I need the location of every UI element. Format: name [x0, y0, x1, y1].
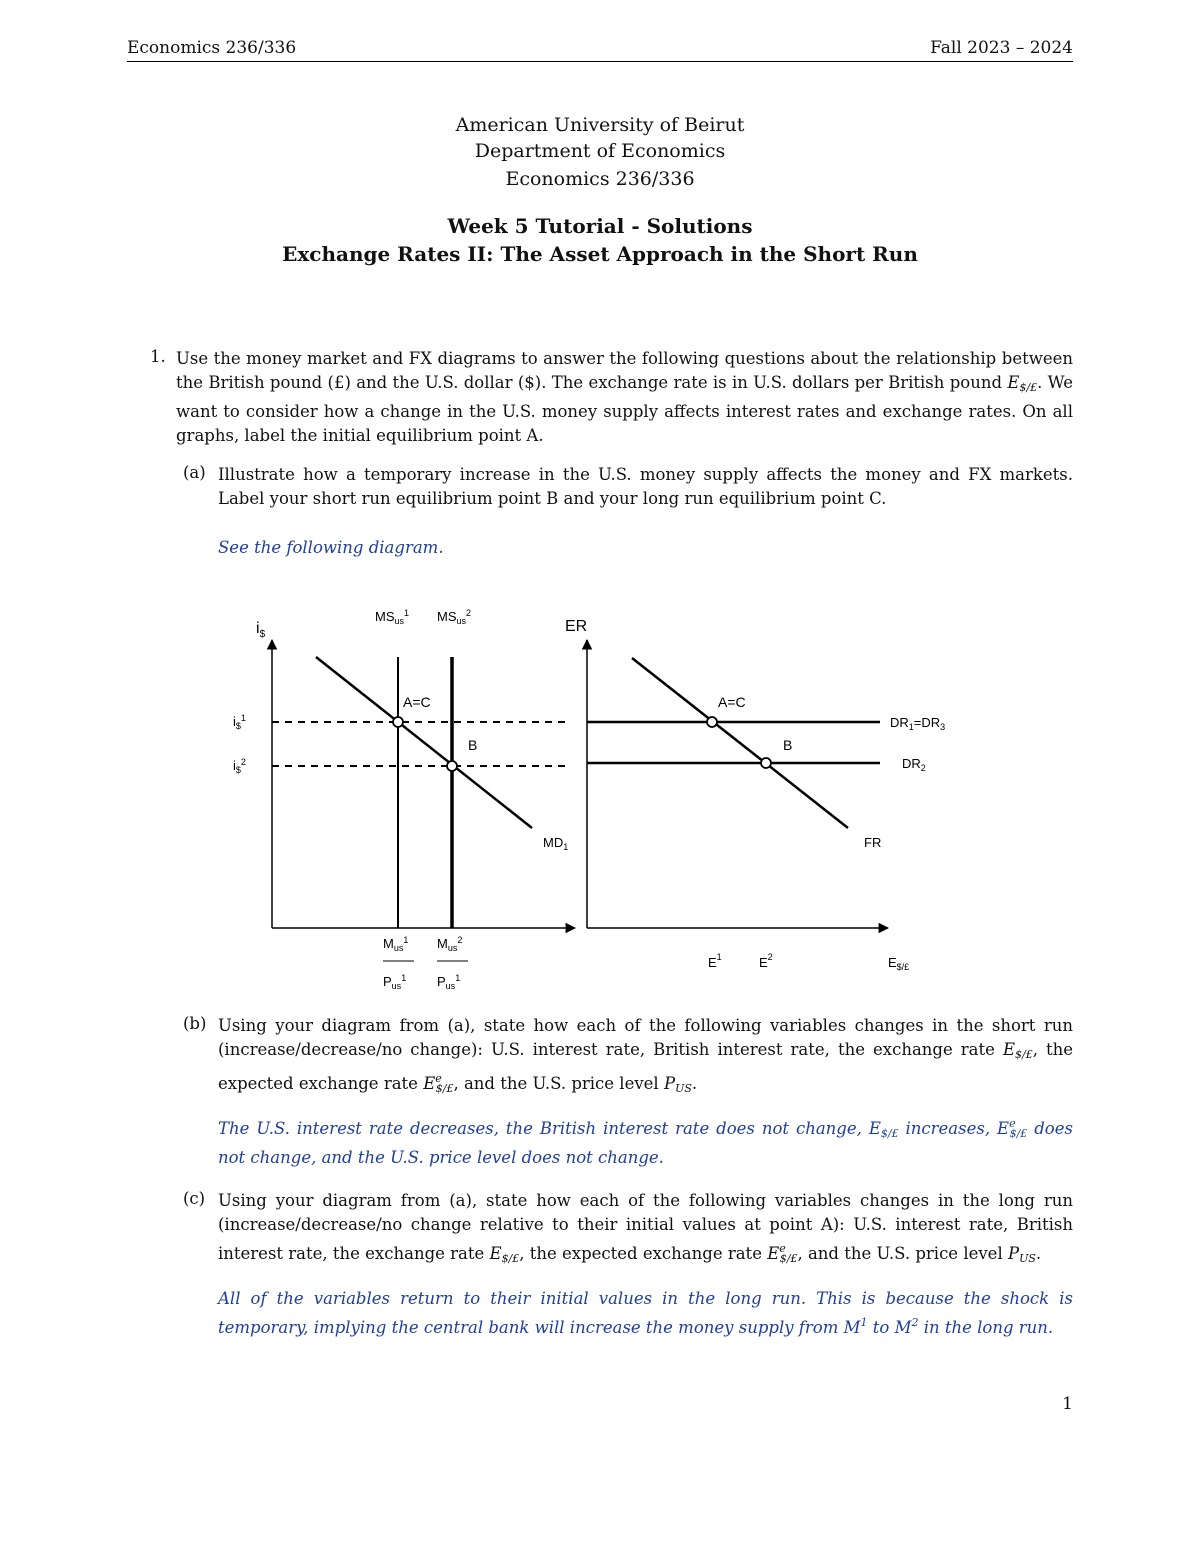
institution-line-2: Department of Economics [474, 140, 726, 162]
running-header-right: Fall 2023 – 2024 [930, 38, 1073, 58]
question-number: 1. [150, 347, 166, 366]
left-point-b-label: B [468, 737, 478, 753]
part-b-text: Using your diagram from (a), state how each of the following variables changes in the short run (increase/decrease/no change): U.S. interest rate, British interest rate, the exchange rate $E_{\$/£}$, the expected exchange rate $E^e_{\$/£}$, and the U.S. price level $P_{US}$. [218, 1016, 1073, 1095]
right-x-axis-label: $E_{\$/£}$ [888, 955, 910, 972]
ms1-label: $MS_{us}^1$ [375, 608, 410, 626]
i2-label: $i_{\$}^2$ [233, 757, 246, 775]
md-curve [316, 657, 532, 828]
var-exchange-rate: $E_{\$/£}$ [1007, 373, 1038, 394]
part-b-label: (b) [183, 1014, 207, 1033]
page-number: 1 [1062, 1394, 1073, 1414]
var-expected-exchange-rate: $E^e_{\$/£}$ [767, 1242, 798, 1265]
part-c-label: (c) [183, 1189, 206, 1208]
dr13-label: $DR_1=DR_3$ [890, 715, 946, 732]
part-a-answer: See the following diagram. [218, 538, 444, 557]
fr-label: FR [864, 835, 882, 850]
left-point-ac-label: A=C [403, 694, 431, 710]
right-point-b-label: B [783, 737, 793, 753]
var-expected-exchange-rate: $E^e_{\$/£}$ [423, 1072, 454, 1095]
left-point-ac [393, 717, 403, 727]
var-money-supply-2: $M^2$ [894, 1316, 919, 1337]
var-price-level: $P_{US}$ [663, 1074, 692, 1095]
e2-label: $E^2$ [759, 952, 773, 970]
right-point-ac [707, 717, 717, 727]
title-line-1: Week 5 Tutorial - Solutions [447, 214, 753, 238]
header-rule [127, 61, 1073, 62]
part-a-label: (a) [183, 463, 206, 482]
institution-line-1: American University of Beirut [455, 114, 745, 136]
p1-denominator-label: $P_{us}^1$ [383, 973, 407, 991]
ms2-label: $MS_{us}^2$ [437, 608, 472, 626]
left-y-axis-label: $i_{\$}$ [256, 620, 266, 640]
money-fx-diagram [0, 595, 1200, 1005]
right-point-ac-label: A=C [718, 694, 746, 710]
fr-curve [632, 658, 848, 828]
institution-line-3: Economics 236/336 [505, 168, 695, 190]
question-1-text-b: . We want to consider how a change in the U.S. money supply affects interest rates and exchange rates. On all graphs, label the initial equilibrium point A. [176, 373, 1073, 445]
running-header-left: Economics 236/336 [127, 38, 297, 58]
m2-numerator-label: $M_{us}^2$ [437, 935, 463, 953]
left-point-b [447, 761, 457, 771]
part-b-answer: The U.S. interest rate decreases, the British interest rate does not change, $E_{\$/£}$ increases, $E^e_{\$/£}$ does not change, and the U.S. price level does not change. [218, 1117, 1073, 1167]
var-expected-exchange-rate: $E^e_{\$/£}$ [997, 1117, 1028, 1140]
dr2-label: $DR_2$ [902, 756, 926, 773]
right-point-b [761, 758, 771, 768]
right-y-axis-label: ER [565, 618, 588, 635]
var-price-level: $P_{US}$ [1007, 1244, 1036, 1265]
var-exchange-rate: $E_{\$/£}$ [1002, 1040, 1033, 1061]
question-1-text [176, 347, 1073, 448]
var-exchange-rate: $E_{\$/£}$ [868, 1119, 899, 1140]
part-c-text: Using your diagram from (a), state how each of the following variables changes in the long run (increase/decrease/no change relative to their initial values at point A): U.S. interest rate, British interest rate, the exchange rate $E_{\$/£}$, the expected exchange rate $E^e_{\$/£}$, and the U.S. price level $P_{US}$. [218, 1191, 1073, 1265]
var-money-supply-1: $M^1$ [843, 1316, 868, 1337]
document-title [0, 212, 1200, 268]
part-c-answer: All of the variables return to their initial values in the long run. This is because the shock is temporary, implying the central bank will increase the money supply from $M^1$ to $M^2$ in the long run. [218, 1289, 1073, 1337]
var-exchange-rate: $E_{\$/£}$ [489, 1244, 520, 1265]
m1-numerator-label: $M_{us}^1$ [383, 935, 409, 953]
p2-denominator-label: $P_{us}^1$ [437, 973, 461, 991]
question-1-text-a: Use the money market and FX diagrams to answer the following questions about the relationship between the British pound (£) and the U.S. dollar ($). The exchange rate is in U.S. dollars per British pound [176, 349, 1073, 392]
i1-label: $i_{\$}^1$ [233, 713, 246, 731]
institution-block [0, 112, 1200, 192]
title-line-2: Exchange Rates II: The Asset Approach in the Short Run [282, 242, 918, 266]
part-a-text: Illustrate how a temporary increase in the U.S. money supply affects the money and FX markets. Label your short run equilibrium point B and your long run equilibrium point C. [218, 465, 1073, 508]
e1-label: $E^1$ [708, 952, 722, 970]
md-label: $MD_1$ [543, 835, 569, 852]
